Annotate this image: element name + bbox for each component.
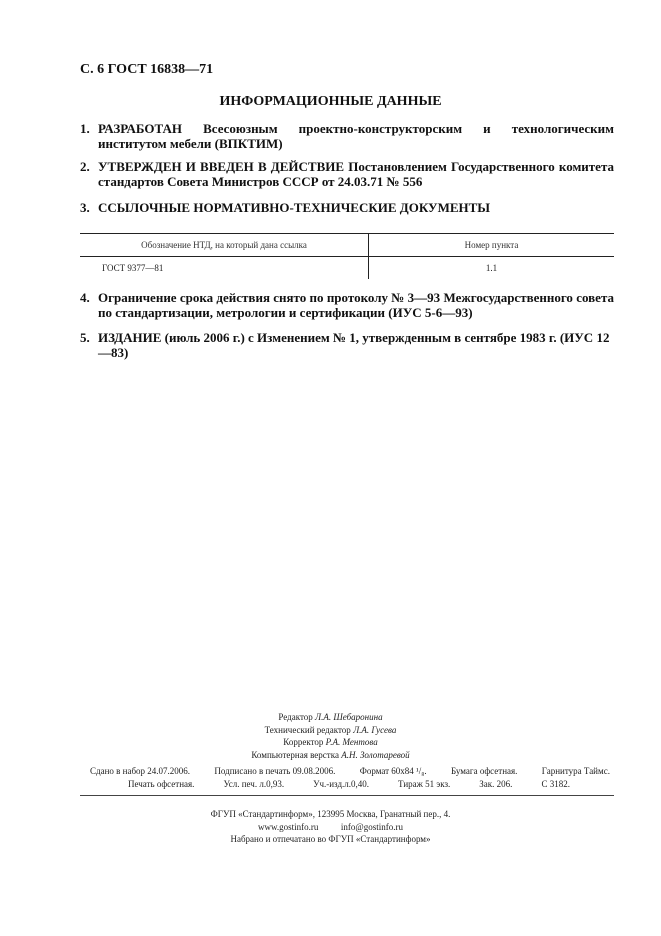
- item-body: Всесоюзным проектно-конструкторским и технологическим институтом мебели (ВПКТИМ): [98, 121, 614, 151]
- reference-documents-table: [80, 233, 614, 279]
- info-item-5: [80, 330, 614, 360]
- imprint-circulation: Тираж 51 экз.: [398, 778, 451, 789]
- publisher-info: [0, 808, 661, 846]
- item-text: [98, 290, 614, 320]
- imprint-print-type: Печать офсетная.: [128, 778, 195, 789]
- imprint-order: Зак. 206.: [479, 778, 513, 789]
- item-number: 3.: [80, 200, 90, 215]
- item-label: ИЗДАНИЕ: [98, 330, 162, 345]
- publisher-web: www.gostinfo.ru info@gostinfo.ru: [258, 821, 403, 832]
- column-header-document: Обозначение НТД, на который дана ссылка: [80, 234, 369, 257]
- item-number: 1.: [80, 121, 90, 136]
- table-header-row: [80, 234, 614, 257]
- credit-layout: Компьютерная верстка А.Н. Золотаревой: [251, 749, 410, 760]
- column-header-clause: Номер пункта: [369, 234, 615, 257]
- item-body: Ограничение срока действия снято по протоколу № 3—93 Межгосударственного совета по стандартизации, метрологии и сертификации (ИУС 5-6—93): [98, 290, 614, 320]
- credit-editor: Редактор Л.А. Шебаронина: [278, 712, 383, 722]
- item-body: Постановлением Государственного комитета стандартов Совета Министров СССР от 24.03.71 № 556: [98, 159, 614, 189]
- divider: [80, 795, 614, 796]
- imprint-code: С 3182.: [541, 778, 570, 789]
- item-label: УТВЕРЖДЕН И ВВЕДЕН В ДЕЙСТВИЕ: [98, 159, 345, 174]
- page-header: С. 6 ГОСТ 16838—71: [80, 62, 214, 77]
- imprint-format: Формат 60x84 ¹/₈.: [359, 766, 427, 776]
- item-text: [98, 330, 614, 360]
- print-imprint: [90, 765, 610, 790]
- item-body: (июль 2006 г.) с Изменением № 1, утвержденным в сентябре 1983 г. (ИУС 12—83): [98, 330, 610, 360]
- credit-tech-editor: Технический редактор Л.А. Гусева: [264, 724, 397, 735]
- item-label: ССЫЛОЧНЫЕ НОРМАТИВНО-ТЕХНИЧЕСКИЕ ДОКУМЕНТЫ: [98, 200, 491, 215]
- item-number: 5.: [80, 330, 90, 345]
- imprint-line-1: [90, 765, 610, 778]
- editorial-credits: [0, 711, 661, 761]
- imprint-signed-date: Подписано в печать 09.08.2006.: [214, 766, 336, 776]
- imprint-print-sheets: Усл. печ. л.0,93.: [223, 778, 285, 789]
- item-label: РАЗРАБОТАН: [98, 121, 183, 136]
- item-text: [98, 121, 614, 151]
- cell-document: ГОСТ 9377—81: [80, 257, 369, 280]
- credit-proofreader: Корректор Р.А. Ментова: [283, 737, 378, 747]
- item-text: [98, 159, 614, 189]
- table-row: [80, 257, 614, 280]
- info-item-3: [80, 200, 614, 215]
- info-item-4: [80, 290, 614, 320]
- cell-clause: 1.1: [485, 263, 498, 273]
- info-item-2: [80, 159, 614, 189]
- page-title: ИНФОРМАЦИОННЫЕ ДАННЫЕ: [219, 94, 442, 109]
- imprint-pub-sheets: Уч.-изд.л.0,40.: [313, 778, 370, 789]
- item-number: 4.: [80, 290, 90, 305]
- publisher-printed-by: Набрано и отпечатано во ФГУП «Стандартинформ»: [230, 834, 431, 844]
- imprint-line-2: [90, 778, 610, 791]
- info-item-1: [80, 121, 614, 151]
- imprint-typeset-date: Сдано в набор 24.07.2006.: [90, 766, 191, 776]
- item-number: 2.: [80, 159, 90, 174]
- imprint-typeface: Гарнитура Таймс.: [541, 766, 610, 776]
- imprint-paper: Бумага офсетная.: [450, 766, 518, 776]
- item-text: [98, 200, 614, 215]
- publisher-address: ФГУП «Стандартинформ», 123995 Москва, Гранатный пер., 4.: [210, 809, 451, 819]
